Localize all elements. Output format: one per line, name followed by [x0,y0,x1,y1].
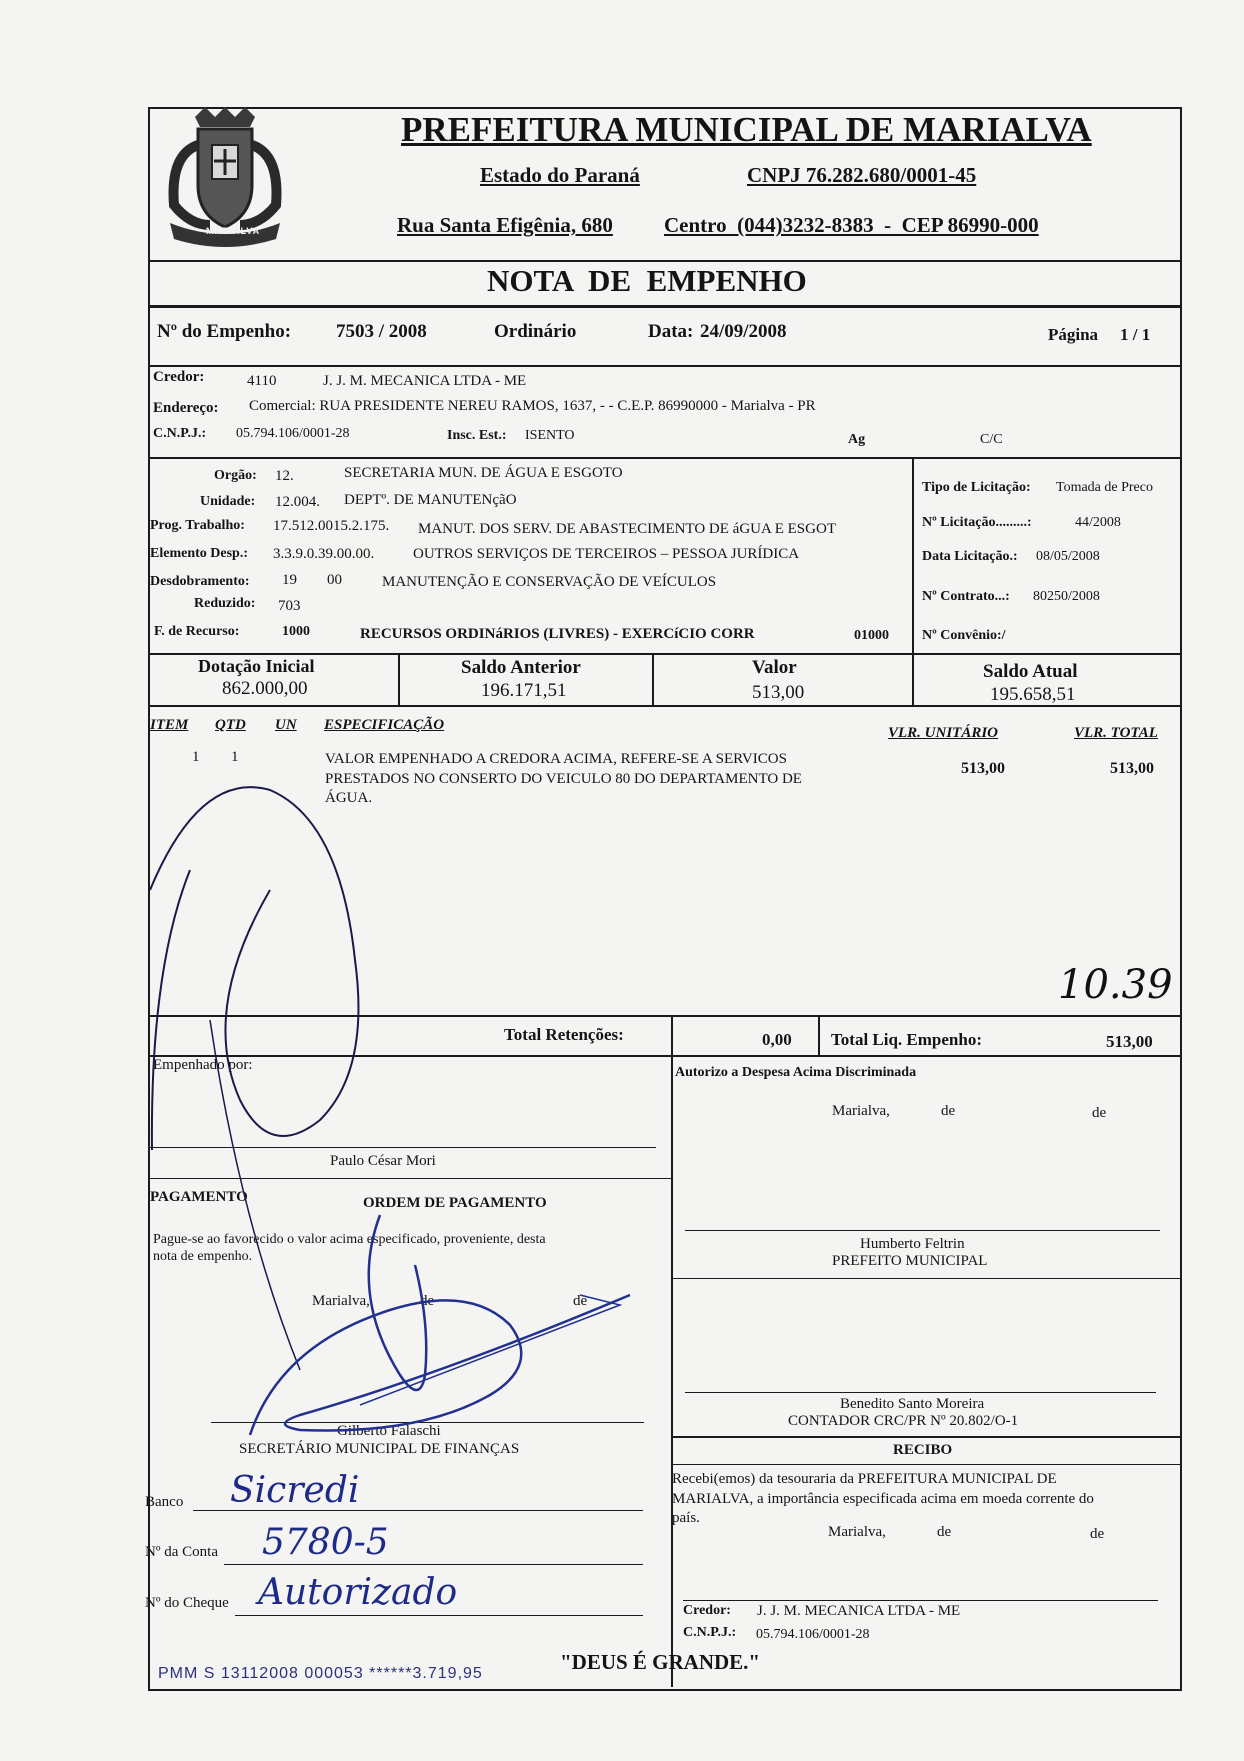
secretario-name: Gilberto Falaschi [337,1423,441,1439]
licitacao-type-label: Tipo de Licitação: [922,480,1031,495]
col-qtd: QTD [215,717,246,733]
ag-label: Ag [848,432,866,447]
pagamento-de-1: de [420,1293,435,1309]
item-unit-value: 513,00 [961,760,1005,777]
pagamento-label: PAGAMENTO [150,1189,248,1205]
divider [148,457,1180,459]
page-label: Página [1048,325,1099,344]
state-name: Estado do Paraná [480,163,640,187]
contador-title: CONTADOR CRC/PR Nº 20.802/O-1 [788,1413,1019,1429]
divider [818,1017,820,1057]
item-spec-line-2: PRESTADOS NO CONSERTO DO VEICULO 80 DO DEPARTAMENTO DE [325,771,802,787]
divider [148,653,1180,655]
divider [652,655,654,705]
col-especificacao: ESPECIFICAÇÃO [324,717,445,733]
empenhado-por-label: Empenhado por: [153,1057,253,1073]
col-valor-total: VLR. TOTAL [1074,725,1158,741]
licitacao-type: Tomada de Preco [1056,480,1153,495]
address-label: Endereço: [153,400,219,416]
col-valor-unitario: VLR. UNITÁRIO [888,725,999,741]
empenho-date: 24/09/2008 [700,321,787,342]
unidade-code: 12.004. [275,494,320,510]
empenho-type: Ordinário [494,321,577,342]
desdobramento-label: Desdobramento: [150,574,250,589]
autorizo-label: Autorizo a Despesa Acima Discriminada [675,1065,917,1080]
col-un: UN [275,717,297,733]
handwritten-note: 10.39 [1058,962,1173,1008]
licitacao-number: 44/2008 [1075,515,1121,530]
prog-label: Prog. Trabalho: [150,518,245,533]
col-item: ITEM [150,717,189,733]
orgao-code: 12. [275,468,294,484]
unidade-label: Unidade: [200,494,256,509]
valor-value: 513,00 [752,682,805,703]
header-address: Centro (044)3232-8383 - CEP 86990-000 [664,213,1039,237]
recibo-text-1: Recebi(emos) da tesouraria da PREFEITURA MUNICIPAL DE [672,1471,1057,1487]
secretario-title: SECRETÁRIO MUNICIPAL DE FINANÇAS [239,1441,520,1457]
autorizo-de-1: de [941,1103,956,1119]
autorizo-de-2: de [1092,1105,1107,1121]
conta-label: Nº da Conta [145,1544,218,1560]
elemento-label: Elemento Desp.: [150,546,248,561]
seal-ribbon-text: MARIALVA [206,226,261,236]
orgao-name: SECRETARIA MUN. DE ÁGUA E ESGOTO [344,465,623,481]
divider [148,260,1180,262]
pagamento-text-1: Pague-se ao favorecido o valor acima especificado, proveniente, desta [153,1232,546,1247]
signature-line [683,1600,1158,1601]
item-spec-line-3: ÁGUA. [325,790,373,806]
valor-label: Valor [752,657,797,678]
licitacao-date-label: Data Licitação.: [922,549,1018,564]
recurso-name: RECURSOS ORDINáRIOS (LIVRES) - EXERCíCIO CORR [360,626,755,642]
signature-line [685,1230,1160,1231]
prefeito-name: Humberto Feltrin [860,1236,965,1252]
recibo-city: Marialva, [828,1524,886,1540]
credor-address: Comercial: RUA PRESIDENTE NEREU RAMOS, 1637, - - C.E.P. 86990000 - Marialva - PR [249,398,816,414]
recibo-title: RECIBO [893,1442,953,1458]
banco-handwritten: Sicredi [230,1470,360,1511]
retencoes-label: Total Retenções: [504,1025,624,1044]
desdobramento-name: MANUTENÇÃO E CONSERVAÇÃO DE VEÍCULOS [382,574,717,590]
reduzido-label: Reduzido: [194,596,256,611]
recurso-code: 1000 [282,624,310,639]
recibo-cnpj: 05.794.106/0001-28 [756,1627,870,1642]
cheque-label: Nº do Cheque [145,1595,229,1611]
credor-cnpj: 05.794.106/0001-28 [236,426,350,441]
saldo-atual-label: Saldo Atual [983,661,1078,682]
empenho-number-label: Nº do Empenho: [157,321,292,342]
elemento-name: OUTROS SERVIÇOS DE TERCEIROS – PESSOA JURÍDICA [413,546,800,562]
document-title: NOTA DE EMPENHO [487,263,807,298]
cc-label: C/C [980,432,1003,447]
recurso-code-2: 01000 [854,628,889,643]
empenho-number: 7503 / 2008 [336,321,427,342]
saldo-anterior-value: 196.171,51 [481,680,567,701]
item-total-value: 513,00 [1110,760,1154,777]
cheque-handwritten: Autorizado [258,1572,458,1613]
elemento-code: 3.3.9.0.39.00.00. [273,546,375,562]
institution-title: PREFEITURA MUNICIPAL DE MARIALVA [401,110,1092,149]
recibo-credor-name: J. J. M. MECANICA LTDA - ME [757,1603,961,1619]
credor-label: Credor: [153,369,205,385]
credor-name: J. J. M. MECANICA LTDA - ME [323,373,527,389]
header-cnpj: CNPJ 76.282.680/0001-45 [747,163,977,187]
contrato-label: Nº Contrato...: [922,589,1010,604]
item-number: 1 [192,749,200,765]
reduzido-value: 703 [278,598,301,614]
orgao-label: Orgão: [214,468,257,483]
recibo-text-3: país. [672,1510,700,1526]
insc-label: Insc. Est.: [447,428,507,443]
contador-name: Benedito Santo Moreira [840,1396,985,1412]
total-liquido-label: Total Liq. Empenho: [831,1030,982,1049]
recibo-credor-label: Credor: [683,1603,731,1618]
autorizo-city: Marialva, [832,1103,890,1119]
conta-line [224,1564,643,1565]
saldo-atual-value: 195.658,51 [990,684,1076,705]
dotacao-value: 862.000,00 [222,678,308,699]
pagamento-de-2: de [573,1293,588,1309]
divider [671,1278,1180,1279]
motto: "DEUS É GRANDE." [560,1650,761,1674]
divider [912,655,914,705]
divider [148,305,1180,308]
contrato-number: 80250/2008 [1033,589,1100,604]
retencoes-value: 0,00 [762,1030,792,1049]
recibo-text-2: MARIALVA, a importância especificada acima em moeda corrente do [672,1491,1094,1507]
cnpj-label: C.N.P.J.: [153,426,207,441]
licitacao-number-label: Nº Licitação.........: [922,515,1032,530]
banco-label: Banco [145,1494,184,1510]
cheque-line [235,1615,643,1616]
signature-gilberto-icon [240,1205,660,1445]
conta-handwritten: 5780-5 [262,1522,389,1563]
insc-value: ISENTO [525,428,575,443]
recibo-cnpj-label: C.N.P.J.: [683,1625,737,1640]
pagamento-text-2: nota de empenho. [153,1249,253,1264]
pagamento-city: Marialva, [312,1293,370,1309]
stamp-text: PMM S 13112008 000053 ******3.719,95 [158,1665,483,1682]
desdobramento-code-a: 19 [282,572,297,588]
divider [671,1057,673,1687]
desdobramento-code-b: 00 [327,572,342,588]
item-spec-line-1: VALOR EMPENHADO A CREDORA ACIMA, REFERE-SE A SERVICOS [325,751,787,767]
dotacao-label: Dotação Inicial [198,656,315,676]
licitacao-date: 08/05/2008 [1036,549,1100,564]
prog-code: 17.512.0015.2.175. [273,518,390,534]
credor-code: 4110 [247,373,277,389]
saldo-anterior-label: Saldo Anterior [461,657,581,678]
recurso-label: F. de Recurso: [154,624,240,639]
header-street: Rua Santa Efigênia, 680 [397,213,613,237]
empenhado-por-name: Paulo César Mori [330,1153,436,1169]
divider [912,459,914,655]
divider [148,705,1180,707]
prog-name: MANUT. DOS SERV. DE ABASTECIMENTO DE áGUA E ESGOT [418,521,836,537]
divider [671,1017,673,1057]
empenho-date-label: Data: [648,321,694,342]
recibo-de-2: de [1090,1526,1105,1542]
prefeito-title: PREFEITO MUNICIPAL [832,1253,988,1269]
ordem-pagamento-label: ORDEM DE PAGAMENTO [363,1195,547,1211]
item-qty: 1 [231,749,239,765]
unidade-name: DEPTº. DE MANUTENçãO [344,492,517,508]
divider [148,365,1180,367]
divider [398,655,400,705]
divider [671,1464,1180,1465]
convenio-label: Nº Convênio:/ [922,628,1006,643]
page-number: 1 / 1 [1120,325,1151,344]
recibo-de-1: de [937,1524,952,1540]
divider [671,1436,1180,1438]
total-liquido-value: 513,00 [1106,1032,1153,1051]
signature-line [685,1392,1156,1393]
